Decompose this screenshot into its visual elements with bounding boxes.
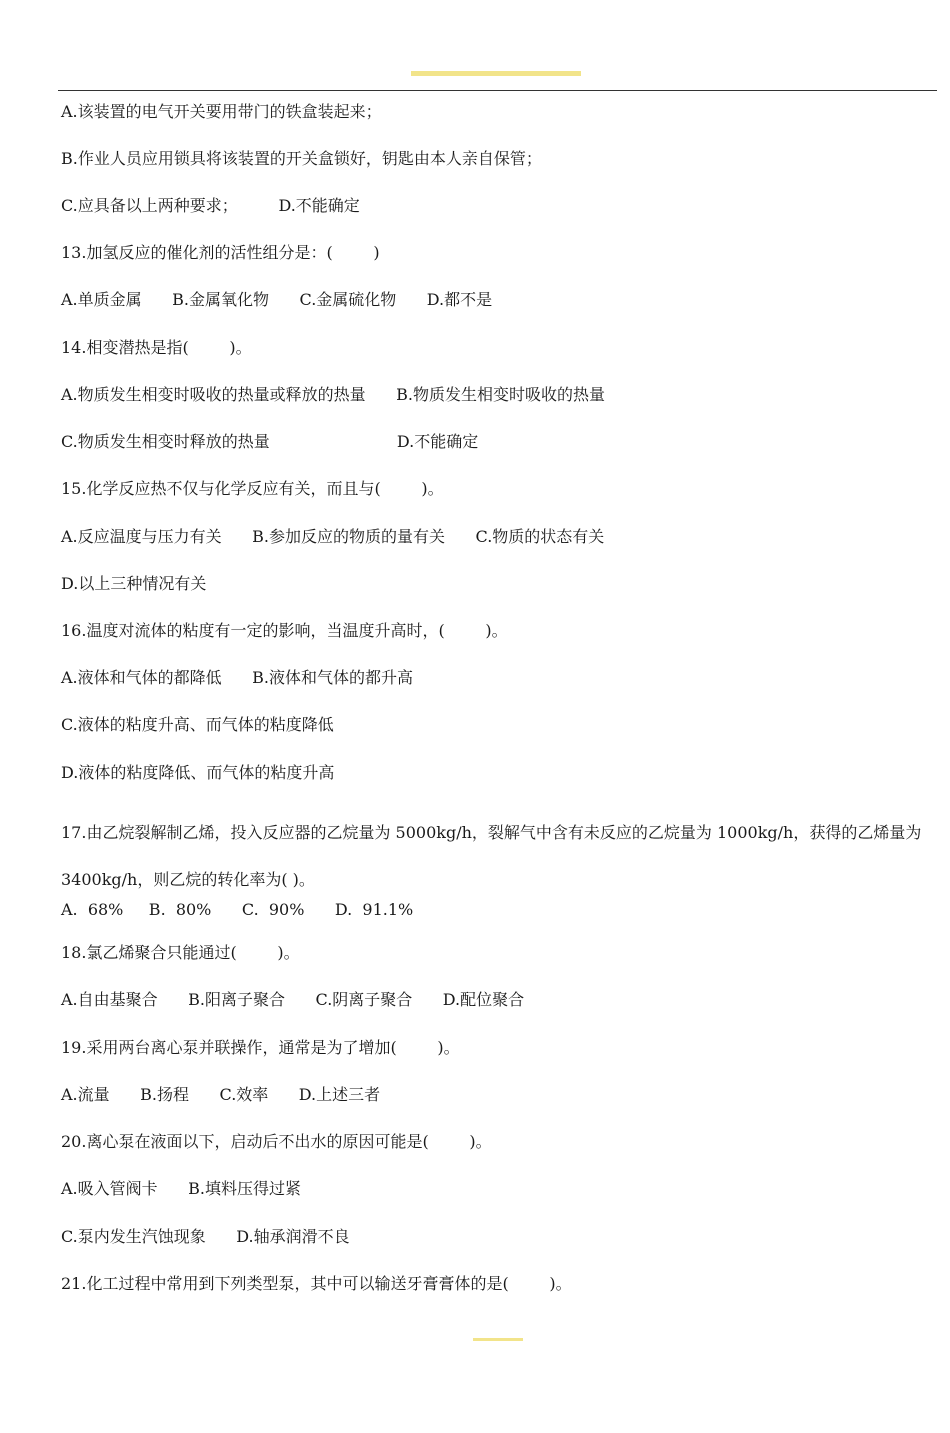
option-line: A.该装置的电气开关要用带门的铁盒装起来； — [61, 102, 382, 121]
question-16: 16.温度对流体的粘度有一定的影响，当温度升高时，( )。 — [61, 621, 508, 640]
option-line: A.吸入管阀卡 B.填料压得过紧 — [61, 1179, 302, 1198]
question-21: 21.化工过程中常用到下列类型泵，其中可以输送牙膏膏体的是( )。 — [61, 1274, 572, 1293]
option-line: A.液体和气体的都降低 B.液体和气体的都升高 — [61, 668, 414, 687]
option-line: A.反应温度与压力有关 B.参加反应的物质的量有关 C.物质的状态有关 — [61, 527, 605, 546]
option-line: B.作业人员应用锁具将该装置的开关盒锁好，钥匙由本人亲自保管； — [61, 149, 542, 168]
header-divider — [58, 90, 937, 91]
question-19: 19.采用两台离心泵并联操作，通常是为了增加( )。 — [61, 1038, 460, 1057]
question-18: 18.氯乙烯聚合只能通过( )。 — [61, 943, 300, 962]
option-line: D.以上三种情况有关 — [61, 574, 207, 593]
option-line: C.液体的粘度升高、而气体的粘度降低 — [61, 715, 334, 734]
question-15: 15.化学反应热不仅与化学反应有关，而且与( )。 — [61, 479, 444, 498]
option-line: A.物质发生相变时吸收的热量或释放的热量 B.物质发生相变时吸收的热量 — [61, 385, 606, 404]
option-line: A. 68% B. 80% C. 90% D. 91.1% — [61, 900, 414, 919]
option-line: A.自由基聚合 B.阳离子聚合 C.阴离子聚合 D.配位聚合 — [61, 990, 525, 1009]
option-line: C.泵内发生汽蚀现象 D.轴承润滑不良 — [61, 1227, 350, 1246]
question-20: 20.离心泵在液面以下，启动后不出水的原因可能是( )。 — [61, 1132, 492, 1151]
question-14: 14.相变潜热是指( )。 — [61, 338, 252, 357]
question-13: 13.加氢反应的催化剂的活性组分是：( ) — [61, 243, 380, 262]
option-line: A.单质金属 B.金属氧化物 C.金属硫化物 D.都不是 — [61, 290, 493, 309]
option-line: C.物质发生相变时释放的热量 D.不能确定 — [61, 432, 479, 451]
option-line: A.流量 B.扬程 C.效率 D.上述三者 — [61, 1085, 381, 1104]
footer-decoration — [473, 1338, 523, 1341]
header-decoration — [411, 71, 581, 76]
option-line: D.液体的粘度降低、而气体的粘度升高 — [61, 763, 335, 782]
option-line: C.应具备以上两种要求； D.不能确定 — [61, 196, 360, 215]
question-17: 17.由乙烷裂解制乙烯，投入反应器的乙烷量为 5000kg/h，裂解气中含有未反应的乙烷量为 1000kg/h，获得的乙烯量为 3400kg/h，则乙烷的转化率为( )。 — [61, 823, 922, 889]
